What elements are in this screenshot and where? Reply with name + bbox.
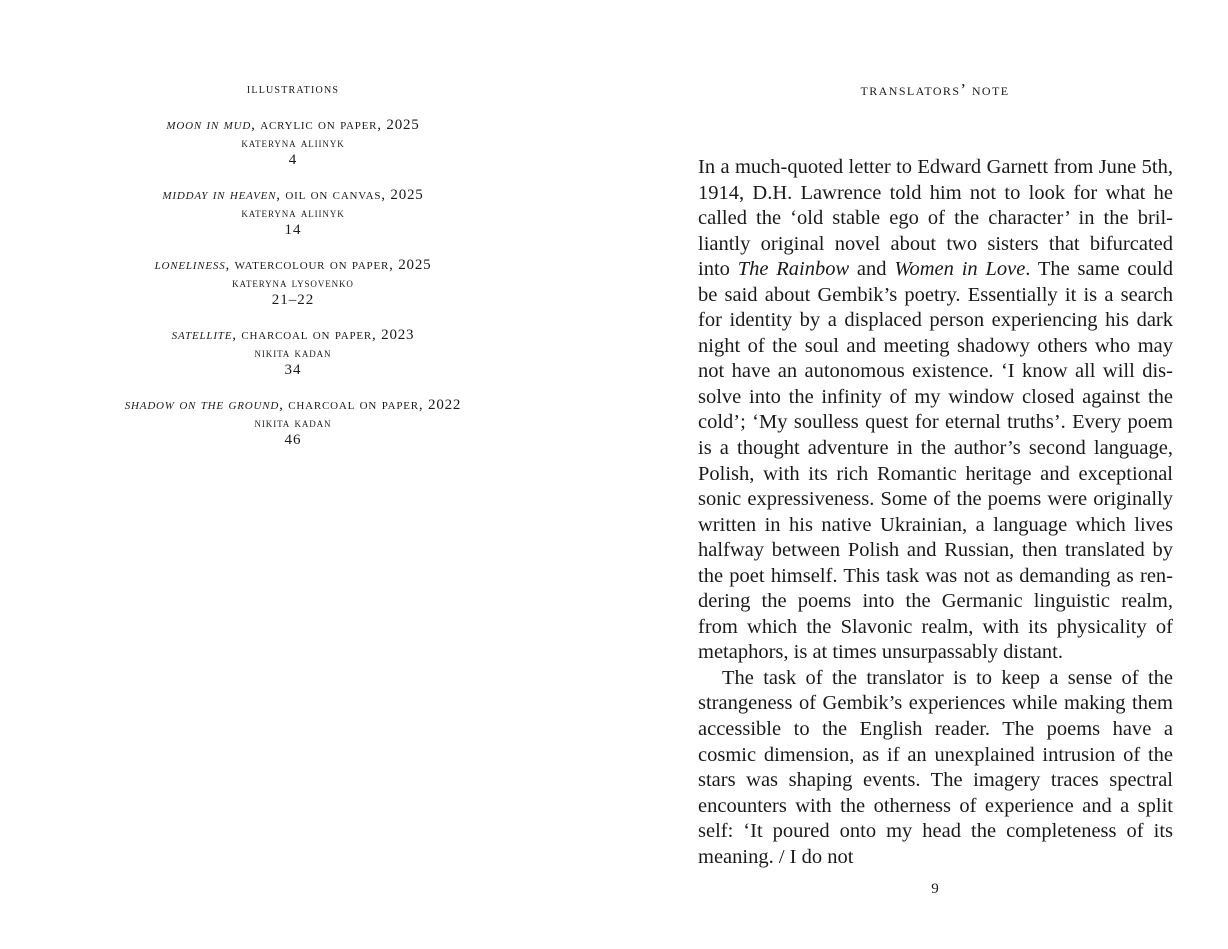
illustration-entry [0,396,586,450]
illustration-work-title: moon in mud [166,117,252,133]
illustration-work-title: shadow on the ground [124,397,280,413]
translators-note-body [698,155,1173,870]
illustration-page-ref: 46 [284,432,302,448]
illustration-title-line [0,116,586,134]
illustration-entry [0,186,586,240]
illustration-entry [0,326,586,380]
illustration-page-ref: 14 [284,222,302,238]
body-text-run: In a much-quoted letter to Edward Garnett from June 5th, 1914, D.H. Lawrence told him not to look for what he called the ‘old stable ego of the character’ in the brilliantly original novel about two sisters that bifurcated into [698,156,1173,281]
illustration-page-ref: 34 [284,362,302,378]
illustration-artist: nikita kadan [254,415,332,430]
illustration-artist: nikita kadan [254,345,332,360]
illustration-artist: kateryna aliinyk [241,135,345,150]
illustration-work-title: satellite [171,327,233,343]
illustration-page-ref: 21–22 [271,292,315,308]
illustration-artist: kateryna aliinyk [241,205,345,220]
illustration-title-line [0,256,586,274]
running-head-illustrations: illustrations [246,81,340,97]
illustration-artist: kateryna lysovenko [232,275,354,290]
right-page [614,0,1228,949]
body-text-run: and [849,258,895,281]
body-paragraph: The task of the translator is to keep a sense of the strangeness of Gembik’s experiences while making them accessible to the English reader. The poems have a cosmic dimension, as if an unexplained intrusion of the stars was shaping events. The imagery traces spectral encounters with the otherness of experience and a split self: ‘It poured onto my head the completeness of its meaning. / I do not [698,666,1173,868]
illustration-title-line [0,186,586,204]
illustration-medium: , acrylic on paper, 2025 [251,117,420,133]
illustration-title-line [0,326,586,344]
book-title-women-in-love: Women in Love [894,258,1026,281]
illustrations-list [0,116,586,466]
running-head-translators-note: translators’ note [860,80,1010,99]
illustration-entry [0,116,586,170]
illustration-medium: , charcoal on paper, 2022 [279,397,462,413]
illustration-medium: , watercolour on paper, 2025 [225,257,432,273]
body-text-run: . The same could be said about Gembik’s poetry. Essentially it is a search for identity by a displaced person experiencing his dark night of the soul and meeting shadowy others who may not have an autonomous existence. ‘I know all will dissolve into the infinity of my window closed against the cold’; ‘My soulless quest for eternal truths’. Every poem is a thought adventure in the author’s second language, Polish, with its rich Romantic heritage and exceptional sonic expressiveness. Some of the poems were originally written in his native Ukrainian, a language which lives halfway between Polish and Russian, then translated by the poet himself. This task was not as demanding as rendering the poems into the Germanic linguistic realm, from which the Slavonic realm, with its physicality of metaphors, is at times unsurpassably distant. [698,258,1173,664]
illustration-entry [0,256,586,310]
illustration-medium: , charcoal on paper, 2023 [232,327,415,343]
illustration-medium: , oil on canvas, 2025 [276,187,424,203]
page-number: 9 [931,881,939,897]
book-title-the-rainbow: The Rainbow [737,258,850,281]
illustration-page-ref: 4 [288,152,298,168]
illustration-title-line [0,396,586,414]
illustration-work-title: midday in heaven [162,187,277,203]
body-paragraph [698,155,1173,666]
illustration-work-title: loneliness [154,257,226,273]
